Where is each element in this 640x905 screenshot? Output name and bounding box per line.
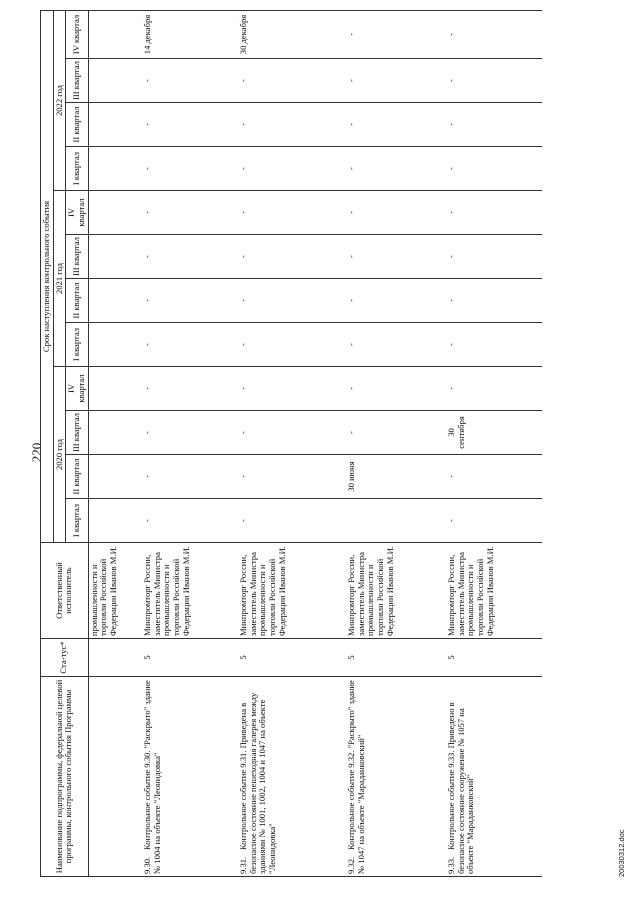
quarter-cell: 14 декабря [142,10,238,58]
quarter-cell: 30 декабря [238,10,346,58]
quarter-cell: - [142,499,238,543]
table-row [142,10,238,876]
event-status: 5 [142,639,238,677]
footer-filename: 20030312.doc [617,829,626,877]
quarter-cell: - [446,367,542,411]
quarter-cell: - [238,411,346,455]
quarter-cell: - [238,191,346,235]
event-status: 5 [238,639,346,677]
header-quarter: II квартал [66,279,88,323]
quarter-cell: - [346,191,446,235]
table-row [446,10,542,876]
quarter-cell [346,499,446,543]
quarter-cell: - [238,103,346,147]
quarter-cell: - [446,323,542,367]
quarter-cell: - [142,235,238,279]
quarter-cell: - [238,147,346,191]
quarter-cell: - [142,279,238,323]
event-name: 9.32.Контрольное событие 9.32. "Раскрыто" здание № 1047 на объекте "Мараданковский" [346,677,446,877]
control-events-table [40,10,542,877]
quarter-cell: - [446,59,542,103]
quarter-cell: - [346,103,446,147]
quarter-cell: - [446,147,542,191]
header-quarter: III квартал [66,235,88,279]
quarter-cell: 30 сентября [446,411,542,455]
header-quarter: I квартал [66,499,88,543]
page-number: 220 [29,442,44,463]
event-executor: Минпромторг России, заместитель Министра промышленности и торговли Российской Федерации Иванов М.И. [446,543,542,639]
header-quarter: III квартал [66,411,88,455]
event-name: 9.30.Контрольное событие 9.30. "Раскрыто" здание № 1004 на объекте "Леонидовка" [142,677,238,877]
quarter-cell: - [346,10,446,58]
quarter-cell: - [142,147,238,191]
event-status: 5 [346,639,446,677]
quarter-cell: - [346,59,446,103]
table-row [346,10,446,876]
header-quarter: I квартал [66,323,88,367]
quarter-cell: 30 июня [346,455,446,499]
event-name: 9.31.Контрольное событие 9.31. Приведена в безопасное состояние пешеходная галерея между зданиями № 1001, 1002, 1004 и 1047 на объекте "Леонидовка" [238,677,346,877]
quarter-cell: - [142,103,238,147]
quarter-cell: - [142,59,238,103]
quarter-cell: - [346,367,446,411]
header-quarter: III квартал [66,59,88,103]
header-quarter: IV квартал [66,367,88,411]
quarter-cell: - [238,499,346,543]
quarter-cell: - [142,191,238,235]
quarter-cell: - [238,235,346,279]
table-row-continuation [88,10,142,876]
quarter-cell: - [446,279,542,323]
header-quarter: I квартал [66,147,88,191]
event-executor: Минпромторг России, заместитель Министра промышленности и торговли Российской Федерации Иванов М.И. [142,543,238,639]
executor-continuation: промышленности и торговли Российской Федерации Иванов М.И. [88,543,142,639]
header-deadline: Срок наступления контрольного события [41,10,54,542]
quarter-cell: - [446,103,542,147]
header-year-2021: 2021 год [53,191,66,367]
quarter-cell: - [346,235,446,279]
quarter-cell: - [446,499,542,543]
header-quarter: IV квартал [66,191,88,235]
quarter-cell: - [238,455,346,499]
quarter-cell: - [446,455,542,499]
quarter-cell: - [142,455,238,499]
header-quarter: IV квартал [66,10,88,58]
quarter-cell: - [142,367,238,411]
event-executor: Минпромторг России, заместитель Министра промышленности и торговли Российской Федерации Иванов М.И. [346,543,446,639]
header-quarter: II квартал [66,455,88,499]
header-quarter: II квартал [66,103,88,147]
quarter-cell: - [238,323,346,367]
header-year-2020: 2020 год [53,367,66,543]
quarter-cell: - [142,323,238,367]
quarter-cell: - [346,323,446,367]
quarter-cell: - [238,367,346,411]
quarter-cell: - [446,191,542,235]
quarter-cell: - [238,59,346,103]
event-executor: Минпромторг России, заместитель Министра промышленности и торговли Российской Федерации Иванов М.И. [238,543,346,639]
quarter-cell: - [346,279,446,323]
quarter-cell: - [238,279,346,323]
quarter-cell: - [346,147,446,191]
header-year-2022: 2022 год [53,10,66,190]
quarter-cell: - [446,235,542,279]
event-name: 9.33.Контрольное событие 9.33. Приведено в безопасное состояние сооружение № 1057 на объекте "Мараданковский" [446,677,542,877]
quarter-cell: - [346,411,446,455]
quarter-cell: - [446,10,542,58]
event-status: 5 [446,639,542,677]
table-row [238,10,346,876]
header-name: Наименование подпрограммы, федеральной целевой программы, контрольного события Программы [41,677,89,877]
header-executor: Ответственный исполнитель [41,543,89,639]
quarter-cell: - [142,411,238,455]
header-status: Ста-тус* [41,639,89,677]
